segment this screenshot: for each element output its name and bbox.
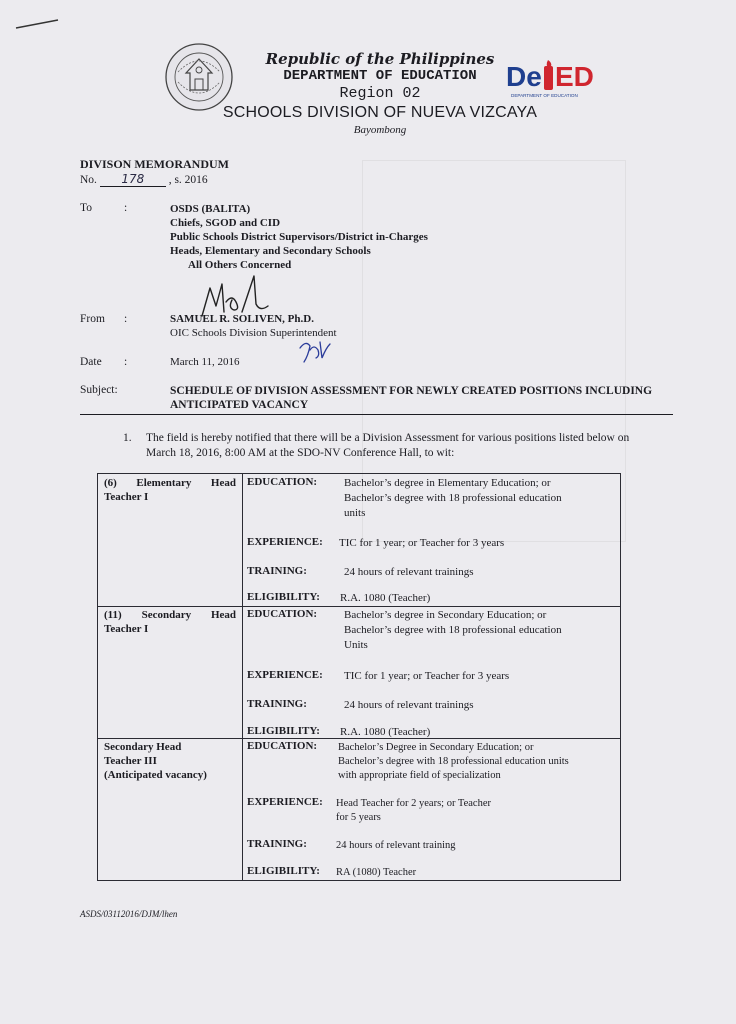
training-value: 24 hours of relevant trainings [344,566,474,578]
paragraph-text: The field is hereby notified that there will be a Division Assessment for various positions listed below on March 18, 2016, 8:00 AM at the SDO-NV Conference Hall, to wit: [146,432,630,459]
recipient: All Others Concerned [188,259,292,271]
position-name-line: Teacher I [104,623,149,635]
eligibility-label: ELIGIBILITY: [247,865,320,877]
experience-label: EXPERIENCE: [247,669,323,681]
memo-number [80,172,208,187]
education-line: Bachelor’s degree with 18 professional education [344,492,562,504]
education-line: Bachelor’s degree with 18 professional education units [338,756,569,767]
education-label: EDUCATION: [247,608,318,620]
positions-table [97,473,621,881]
table-divider [242,474,243,880]
training-value: 24 hours of relevant trainings [344,699,474,711]
experience-value: TIC for 1 year; or Teacher for 3 years [344,670,510,682]
region-line: Region 02 [339,85,421,102]
letterhead [160,50,600,138]
position-name-line: Teacher I [104,491,149,503]
education-line: Bachelor’s degree in Elementary Education; or [344,477,551,489]
training-value: 24 hours of relevant training [336,840,456,851]
recipient: Heads, Elementary and Secondary Schools [170,245,371,257]
eligibility-value: RA (1080) Teacher [336,867,417,878]
position-name-line: (11) Secondary Head [104,609,236,621]
memo-number-value: 178 [100,172,166,187]
svg-text:ED: ED [555,61,594,92]
position-name-line: Secondary Head [104,741,182,753]
recipient: Public Schools District Supervisors/District in-Charges [170,231,428,243]
paragraph-number: 1. [123,432,132,444]
from-colon: : [124,313,128,325]
position-name-line: Teacher III [104,755,157,767]
svg-text:De: De [506,61,542,92]
experience-line: for 5 years [336,812,381,823]
education-label: EDUCATION: [247,476,318,488]
education-line: with appropriate field of specialization [338,770,501,781]
education-line: Bachelor’s Degree in Secondary Education; or [338,742,534,753]
division-line: SCHOOLS DIVISION OF NUEVA VIZCAYA [222,104,538,121]
subject-divider [80,414,673,415]
memo-date: March 11, 2016 [170,356,240,368]
memo-number-label: No. [80,174,97,186]
eligibility-label: ELIGIBILITY: [247,725,320,737]
subject-label: Subject: [80,384,118,396]
position-name-line: (6) Elementary Head [104,477,236,489]
eligibility-value: R.A. 1080 (Teacher) [340,726,431,738]
recipient: Chiefs, SGOD and CID [170,217,281,229]
education-label: EDUCATION: [247,740,318,752]
training-label: TRAINING: [247,565,307,577]
experience-line: Head Teacher for 2 years; or Teacher [336,798,491,809]
education-line: Units [344,639,368,651]
sender-title: OIC Schools Division Superintendent [170,327,337,339]
training-label: TRAINING: [247,698,307,710]
eligibility-label: ELIGIBILITY: [247,591,320,603]
date-colon: : [124,356,128,368]
experience-label: EXPERIENCE: [247,796,323,808]
department-line: DEPARTMENT OF EDUCATION [283,68,477,84]
education-line: Bachelor’s degree with 18 professional education [344,624,562,636]
to-colon: : [124,202,128,214]
table-divider [98,606,620,607]
svg-text:DEPARTMENT OF EDUCATION: DEPARTMENT OF EDUCATION [511,93,578,98]
notice-paragraph [123,431,658,461]
subject-text: SCHEDULE OF DIVISION ASSESSMENT FOR NEWLY CREATED POSITIONS INCLUDING ANTICIPATED VACANCY [170,385,653,411]
from-label: From [80,313,105,325]
memo-title: DIVISON MEMORANDUM [80,157,229,171]
republic-line: Republic of the Philippines [265,50,495,68]
memo-series: , s. 2016 [168,174,208,186]
pen-mark [14,18,60,30]
education-line: Bachelor’s degree in Secondary Education; or [344,609,547,621]
training-label: TRAINING: [247,838,307,850]
initials-icon [296,336,332,366]
to-label: To [80,202,92,214]
town-line: Bayombong [353,124,407,136]
recipient: OSDS (BALITA) [170,203,251,215]
position-name-line: (Anticipated vacancy) [104,769,207,781]
reference-code: ASDS/03112016/DJM/lhen [80,909,178,919]
date-label: Date [80,356,102,368]
sender-name: SAMUEL R. SOLIVEN, Ph.D. [170,313,314,325]
eligibility-value: R.A. 1080 (Teacher) [340,592,431,604]
recipient-list [170,202,428,272]
experience-label: EXPERIENCE: [247,536,323,548]
experience-value: TIC for 1 year; or Teacher for 3 years [339,537,505,549]
education-line: units [344,507,366,519]
